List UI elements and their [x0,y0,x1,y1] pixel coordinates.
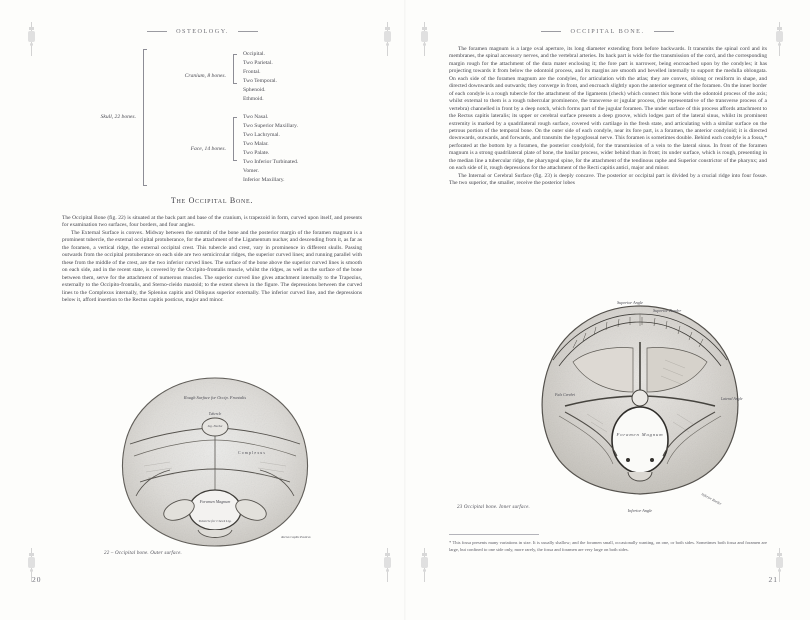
list-item: Occipital. [243,50,265,57]
running-head-right [405,28,810,35]
left-body-text [62,215,362,304]
figure-label: Rectus Capitis Posticus [281,535,311,539]
footnote: * This fossa presents many variations in size. It is usually shallow; and the foramen small, occasionally wanting, on one, or both sides. Sometimes both fossa and foramen are large, but confined to one side only, more rarely, the fossa and foramen are very large on both sides. [449,540,767,552]
figure-caption-23: 23 Occipital bone. Inner surface. [457,505,530,510]
rule-right [238,31,258,32]
list-item: Two Malar. [243,141,269,148]
figure-label: Tubercle [208,412,222,416]
list-item: Ethmoid. [243,95,264,102]
foramen-magnum [189,490,241,530]
figure-label: Foramen Magnum [616,432,664,437]
bone-group-cranium [148,50,362,104]
list-item: Two Inferior Turbinated. [243,159,299,166]
outer-brace [141,45,148,190]
figure-label: Superior Border [653,308,682,313]
figure-label: Complexus [237,450,267,455]
rule-left [147,31,167,32]
paragraph: The Occipital Bone (fig. 22) is situated at the back part and base of the cranium, is trapezoid in form, curved upon itself, and presents for examination two surfaces, four borders, and four angles. [62,215,362,229]
figure-label: Inferior Border [700,492,723,507]
page-title: The Occipital Bone. [170,196,254,205]
list-item: Two Temporal. [243,77,277,84]
list-item: Two Parietal. [243,59,273,66]
figure-occipital-outer-surface [110,370,320,555]
bone-group-face [148,113,362,185]
list-item: Two Nasal. [243,113,269,120]
list-item: Sphenoid. [243,86,266,93]
cranium-brace [231,50,238,88]
folio-left: 20 [32,575,42,584]
paragraph: The External Surface is convex. Midway between the summit of the bone and the posterior margin of the foramen magnum is a prominent tubercle, the external occipital protuberance, for the attachment of the Ligamentum nuchæ; and descending from it, as far as the foramen, a vertical ridge, the external occipital crest. This tubercle and crest, vary in prominence in different skulls. Passing outwards from the occipital protuberance on each side are two semicircular ridges, the superior curved lines; and running parallel with these from the middle of the crest, are the two inferior curved lines. The surface of the bone above the superior curved lines is smooth on each side, and in the recent state, is covered by the Occipito-frontalis muscle, whilst the ridges, as well as the surface of the bone between them, serve for the attachment of numerous muscles. The superior curved line gives attachment internally to the Trapezius, externally to the Occipito-frontalis, and Sterno-cleido mastoid; to the extent shewn in the figure. The depressions between the curved lines to the Complexus internally, the Splenius capitis and Obliquus superior externally. The inferior curved line, and the depressions below it, afford insertion to the Rectus capitis posticus, major and minor. [62,229,362,303]
face-bone-list [238,113,298,185]
paragraph: The foramen magnum is a large oval aperture, its long diameter extending from before backwards. It transmits the spinal cord and its membranes, the spinal accessory nerves, and the vertebral arteries. Its back part is wide for the transmission of the cord, and the corresponding margin rough for the attachment of the dura mater enclosing it; the fore part is narrower, being encroached upon by the condyles; it has projecting towards it from below the odontoid process, and its margins are smooth and bevelled internally to support the medulla oblongata. On each side of the foramen magnum are the condyles, for articulation with the atlas; they are convex, oblong or reniform in shape, and directed downwards and outwards; they converge in front, and encroach slightly upon the anterior segment of the foramen. On the inner border of each condyle is a rough tubercle for the attachment of the ligaments (check) which connect this bone with the odontoid process of the axis; whilst external to them is a rough tubercular prominence, the transverse or jugular process, (the representative of the transverse process of a vertebra) channelled in front by a deep notch, which forms part of the jugular foramen. The under surface of this process affords attachment to the Rectus capitis lateralis; its upper or cerebral surface presents a deep groove, which lodges part of the lateral sinus, whilst its prominent extremity is marked by a quadrilateral rough surface, covered with cartilage in the fresh state, and articulating with a similar surface on the petrous portion of the temporal bone. On the outer side of each condyle, near its fore part, is a foramen, the anterior condyloid; it is directed downwards, outwards, and forwards, and transmits the hypoglossal nerve. This foramen is sometimes double. Behind each condyle is a fossa,* perforated at the bottom by a foramen, the posterior condyloid, for the transmission of a vein to the lateral sinus. In front of the foramen magnum is a strong quadrilateral plate of bone, the basilar process, wider behind than in front; its under surface, which is rough, presenting in the median line a tubercular ridge, the pharyngeal spine, for the attachment of the tendinous raphe and Superior constrictor of the pharynx; and on each side of it, rough depressions for the attachment of the Recti capitis antici, major and minor. [449,46,767,172]
figure-label: Lig. Nuchæ [207,424,223,428]
folio-right: 21 [768,575,778,584]
bone-group-cranium-label: Cranium, 8 bones. [184,73,226,80]
list-item: Two Superior Maxillary. [243,123,299,129]
bone-group-face-label: Face, 14 bones. [190,145,226,152]
list-item: Two Lachrymal. [243,132,280,139]
figure-occipital-inner-surface [525,288,755,518]
bone-classification-table [62,45,362,190]
list-item: Two Palate. [243,150,270,157]
cranium-bone-list [238,50,277,104]
foramen-magnum [612,407,668,473]
rule-right [654,31,674,32]
figure-label: Foramen Magnum [199,499,231,504]
figure-label: Inferior Angle [627,508,653,513]
figure-label: Superior Angle [617,300,644,305]
figure-label: Falx Cerebri [555,393,576,397]
running-head-right-text: OCCIPITAL BONE. [570,28,645,36]
list-item: Frontal. [243,68,261,75]
figure-caption-22: 22 – Occipital bone. Outer surface. [104,551,182,556]
rule-left [541,31,561,32]
paragraph: The Internal or Cerebral Surface (fig. 23) is deeply concave. The posterior or occipital part is divided by a crucial ridge into four fossæ. The two superior, the smaller, receive the posterior lobes [449,172,767,187]
running-head-left-text: OSTEOLOGY. [176,28,229,36]
list-item: Inferior Maxillary. [243,177,285,184]
footnote-rule [449,534,539,535]
figure-label: Lateral Angle [721,397,743,401]
figure-label: Tubercle for Check Lig. [198,519,232,523]
figure-label: Rough Surface for Occip. Frontalis [183,395,247,400]
face-brace [231,113,238,165]
running-head-left [0,28,405,35]
skull-label: Skull, 22 bones. [100,113,136,120]
right-body-text [449,46,767,188]
list-item: Vomer. [243,168,259,175]
